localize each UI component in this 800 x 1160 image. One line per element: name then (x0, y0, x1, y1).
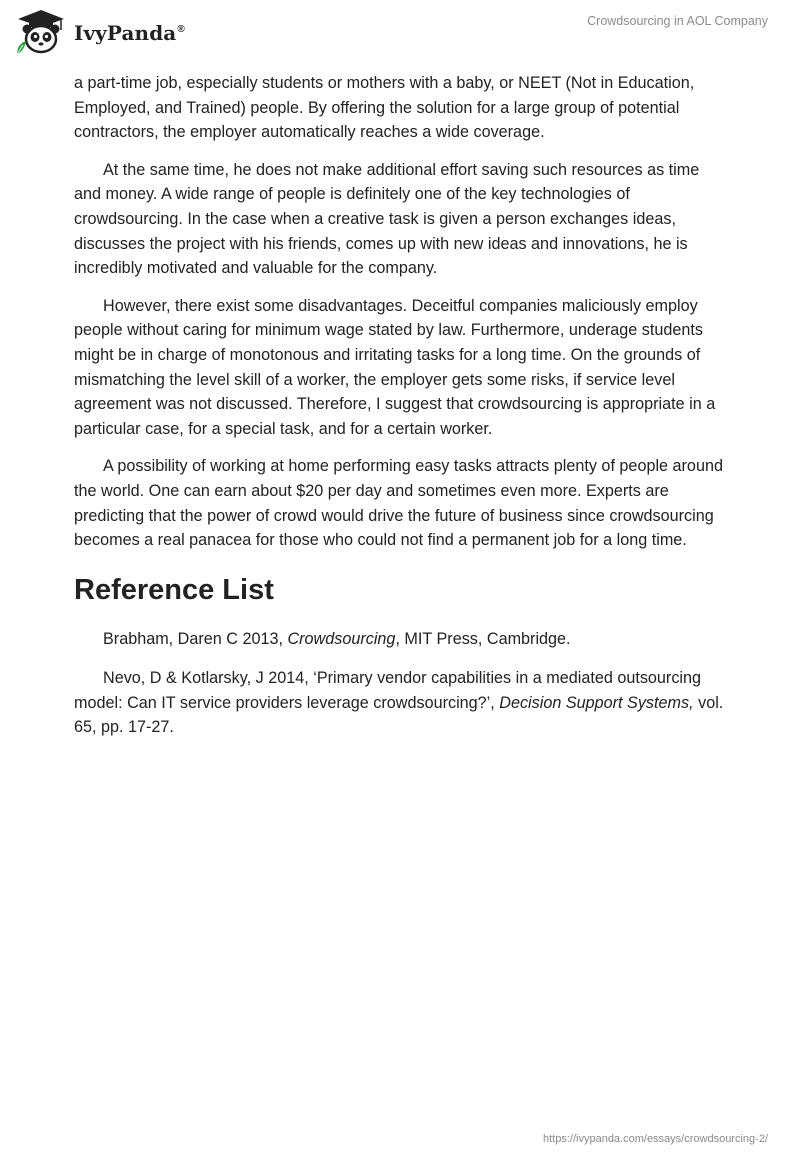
ivypanda-logo[interactable] (14, 8, 185, 56)
running-title: Crowdsourcing in AOL Company (587, 14, 768, 28)
body-paragraph: A possibility of working at home performing easy tasks attracts plenty of people around the world. One can earn about $20 per day and sometimes even more. Experts are predicting that the power of crowd would drive the future of business since crowdsourcing becomes a real panacea for those who could not find a permanent job for a long time. (74, 457, 723, 550)
logo-text: IvyPanda® (74, 21, 185, 45)
reference-list-heading: Reference List (74, 574, 274, 607)
body-paragraph: However, there exist some disadvantages. Deceitful companies maliciously employ people without caring for minimum wage stated by law. Furthermore, underage students might be in charge of monotonous and irritating tasks for a long time. On the grounds of mismatching the level skill of a worker, the employer gets some risks, if service level agreement was not discussed. Therefore, I suggest that crowdsourcing is appropriate in a particular case, for a special task, and for a certain worker. (74, 296, 716, 439)
reference-entry: Nevo, D & Kotlarsky, J 2014, ‘Primary vendor capabilities in a mediated outsourcing model: Can IT service providers leverage crowdsourcing?’, Decision Support Systems, vol. 65, pp. 17-27. (74, 668, 724, 737)
page-header (0, 0, 800, 64)
body-paragraph: At the same time, he does not make additional effort saving such resources as time and money. A wide range of people is definitely one of the key technologies of crowdsourcing. In the case when a creative task is given a person exchanges ideas, discusses the project with his friends, comes up with new ideas and innovations, he is incredibly motivated and valuable for the company. (74, 160, 700, 278)
panda-graduate-icon (14, 8, 68, 56)
body-paragraph: a part-time job, especially students or mothers with a baby, or NEET (Not in Education, Employed, and Trained) people. By offering the solution for a large group of potential contractors, the employer automatically reaches a wide coverage. (74, 74, 695, 142)
reference-entry: Brabham, Daren C 2013, Crowdsourcing, MIT Press, Cambridge. (103, 630, 571, 649)
source-url-link[interactable]: https://ivypanda.com/essays/crowdsourcing-2/ (543, 1133, 768, 1145)
essay-content (74, 71, 728, 754)
